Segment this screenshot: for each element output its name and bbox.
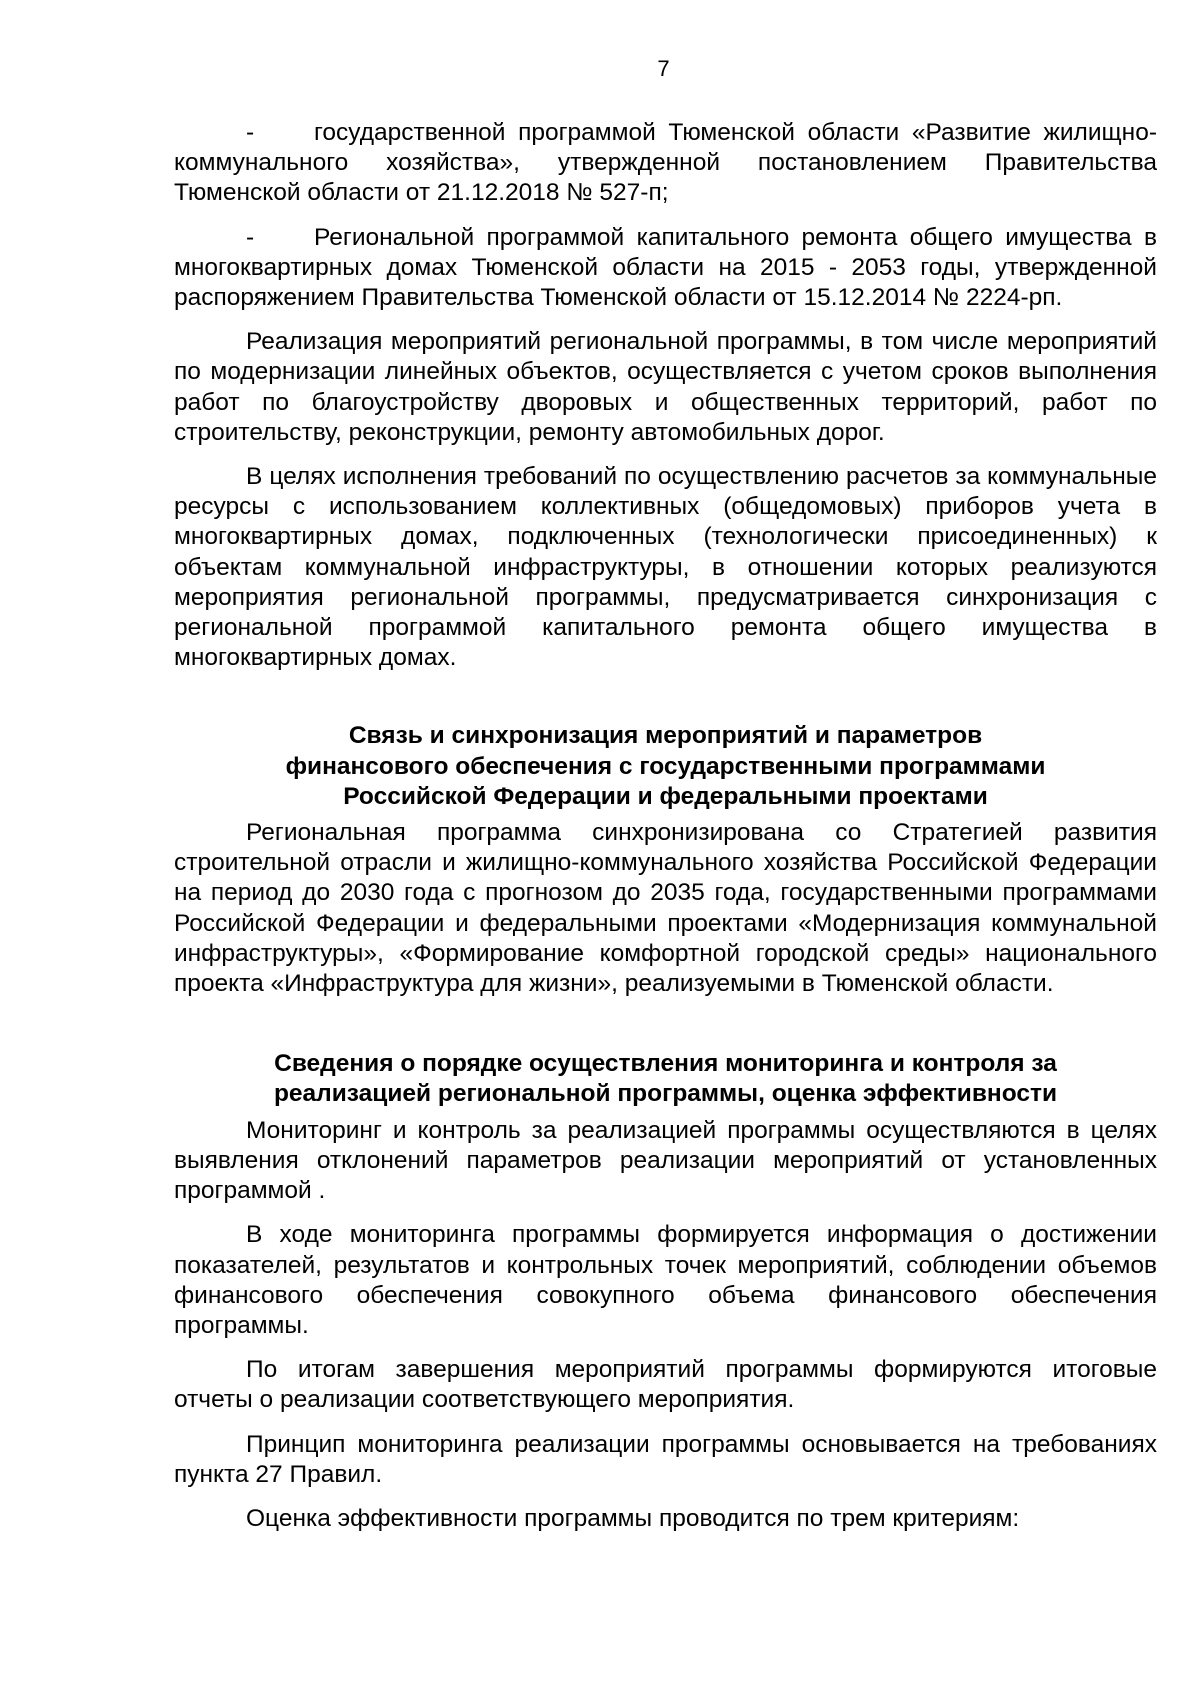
paragraph: В целях исполнения требований по осуществлению расчетов за коммунальные ресурсы с использованием коллективных (общедомовых) приборов учета в многоквартирных домах, подключенных (технологически присоединенных) к объектам коммунальной инфраструктуры, в отношении которых реализуются мероприятия региональной программы, предусматривается синхронизация с региональной программой капитального ремонта общего имущества в многоквартирных домах. <box>174 463 1157 672</box>
paragraph: По итогам завершения мероприятий программы формируются итоговые отчеты о реализации соответствующего мероприятия. <box>174 1356 1157 1414</box>
list-item-text: государственной программой Тюменской области «Развитие жилищно-коммунального хозяйства», утвержденной постановлением Правительства Тюменской области от 21.12.2018 № 527-п; <box>174 119 1157 207</box>
paragraph: Принцип мониторинга реализации программы основывается на требованиях пункта 27 Правил. <box>174 1430 1157 1488</box>
section-heading-line: реализацией региональной программы, оценка эффективности <box>273 1080 1058 1108</box>
list-dash: - <box>246 119 255 146</box>
section-heading-line: Связь и синхронизация мероприятий и параметров <box>348 722 983 750</box>
page-number: 7 <box>657 56 670 81</box>
section-heading <box>174 1049 1157 1109</box>
paragraph: В ходе мониторинга программы формируется информация о достижении показателей, результатов и контрольных точек мероприятий, соблюдении объемов финансового обеспечения совокупного объема финансового обеспечения программы. <box>174 1221 1157 1339</box>
list-dash: - <box>246 223 255 251</box>
paragraph: Оценка эффективности программы проводится по трем критериям: <box>246 1504 1020 1532</box>
list-item-text: Региональной программой капитального ремонта общего имущества в многоквартирных домах Тюменской области на 2015 - 2053 годы, утвержденной распоряжением Правительства Тюменской области от 15.12.2014 № 2224-рп. <box>174 223 1157 312</box>
list-item <box>174 223 1157 314</box>
section-heading-line: финансового обеспечения с государственными программами <box>285 752 1046 780</box>
document-body <box>174 118 1157 1548</box>
paragraph: Реализация мероприятий региональной программы, в том числе мероприятий по модернизации линейных объектов, осуществляется с учетом сроков выполнения работ по благоустройству дворовых и общественных территорий, работ по строительству, реконструкции, ремонту автомобильных дорог. <box>174 328 1157 446</box>
section-heading-line: Сведения о порядке осуществления мониторинга и контроля за <box>274 1050 1057 1078</box>
section-heading <box>174 721 1157 812</box>
section-heading-line: Российской Федерации и федеральными проектами <box>343 782 988 810</box>
list-item <box>174 118 1157 209</box>
paragraph: Региональная программа синхронизирована со Стратегией развития строительной отрасли и жилищно-коммунального хозяйства Российской Федерации на период до 2030 года с прогнозом до 2035 года, государственными программами Российской Федерации и федеральными проектами «Модернизация коммунальной инфраструктуры», «Формирование комфортной городской среды» национального проекта «Инфраструктура для жизни», реализуемыми в Тюменской области. <box>174 819 1157 998</box>
paragraph: Мониторинг и контроль за реализацией программы осуществляются в целях выявления отклонений параметров реализации мероприятий от установленных программой . <box>174 1116 1157 1205</box>
